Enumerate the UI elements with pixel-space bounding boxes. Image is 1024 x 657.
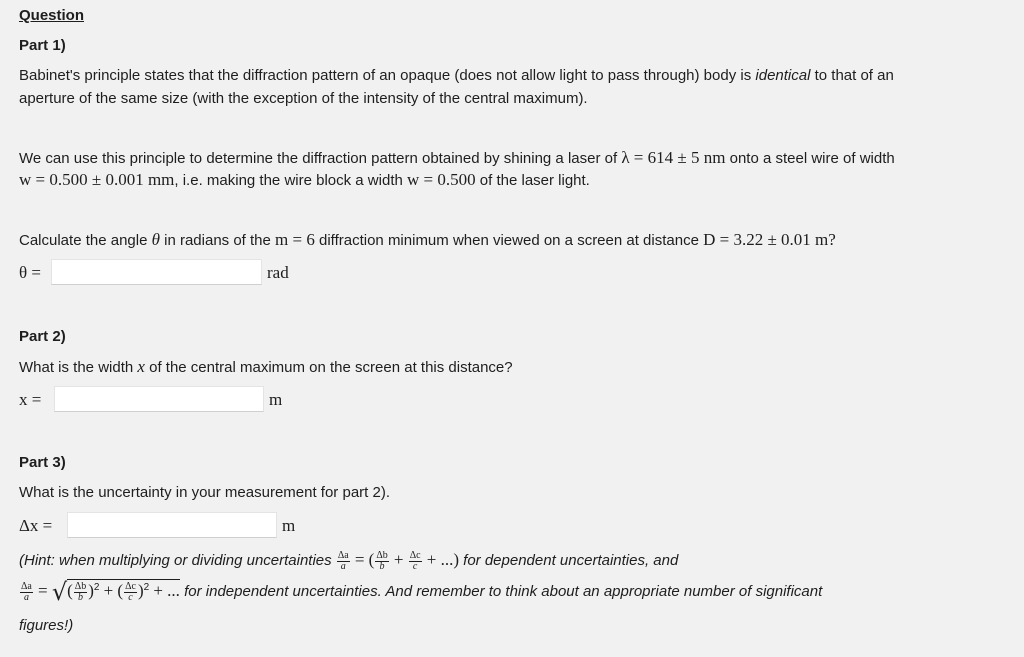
use-text-c: , i.e. making the wire block a width (174, 172, 407, 189)
part1-use-line2 (19, 170, 590, 190)
hint-line3: figures!) (19, 617, 74, 634)
theta-symbol: θ (151, 230, 160, 249)
question-heading: Question (19, 7, 85, 24)
hint-text-c: for independent uncertainties. And remember to think about an appropriate number of significant (184, 582, 823, 600)
part1-intro-line1 (19, 67, 894, 84)
part3-heading: Part 3) (19, 454, 66, 471)
x-answer-input[interactable] (54, 386, 264, 412)
intro-text-b: to that of an (810, 67, 894, 84)
w-value: w = 0.500 (407, 170, 476, 189)
independent-formula: $\frac{\Delta a}{a}$ = √( $\frac{\Delta b}{b}$ )$^2$ + ( $\frac{\Delta c}{c}$ )$^2$ + ... (21, 578, 180, 606)
use-text-a: We can use this principle to determine the diffraction pattern obtained by shining a laser of (19, 150, 622, 167)
x-answer-unit: m (269, 390, 283, 409)
part1-use-line1 (19, 148, 895, 168)
D-equation: D = 3.22 ± 0.01 m? (703, 230, 836, 249)
part2-question (19, 357, 513, 377)
w-equation: w = 0.500 ± 0.001 mm (19, 170, 175, 189)
theta-answer-input[interactable] (51, 259, 262, 285)
calc-text-a: Calculate the angle (19, 232, 152, 249)
theta-answer-label: θ = (19, 263, 41, 282)
intro-emphasis: identical (755, 67, 811, 84)
theta-answer-unit: rad (267, 263, 289, 282)
dx-answer-unit: m (282, 516, 296, 535)
dx-answer-input[interactable] (67, 512, 277, 538)
calc-text-b: in radians of the (159, 232, 276, 249)
frac-da-a-2: $\frac{\Delta a}{a}$ (21, 580, 32, 603)
part1-calc-line (19, 230, 836, 250)
use-text-d: of the laser light. (475, 172, 590, 189)
part2-q-text-b: of the central maximum on the screen at this distance? (144, 359, 513, 376)
frac-db-b: $\frac{\Delta b}{b}$ (376, 549, 388, 572)
part3-question: What is the uncertainty in your measurement for part 2). (19, 484, 390, 501)
calc-text-c: diffraction minimum when viewed on a screen at distance (314, 232, 704, 249)
frac-da-a: $\frac{\Delta a}{a}$ (337, 549, 349, 572)
use-text-b: onto a steel wire of width (725, 150, 895, 167)
frac-dc-c: $\frac{\Delta c}{c}$ (409, 549, 421, 572)
sqrt-symbol: √ (51, 578, 68, 606)
intro-text-a: Babinet's principle states that the diffraction pattern of an opaque (does not allow light to pass through) body is (19, 67, 756, 84)
x-symbol: x (137, 357, 145, 376)
dependent-formula: $\frac{\Delta a}{a}$ = ( $\frac{\Delta b}{b}$ + $\frac{\Delta c}{c}$ + ...) (337, 549, 459, 572)
part1-heading: Part 1) (19, 37, 66, 54)
part2-heading: Part 2) (19, 328, 66, 345)
dx-answer-label: Δx = (19, 516, 53, 535)
hint-line2 (19, 578, 822, 606)
m-equation: m = 6 (275, 230, 315, 249)
part2-q-text-a: What is the width (19, 359, 138, 376)
sqrt-content: ( $\frac{\Delta b}{b}$ )$^2$ + ( $\frac{\Delta c}{c}$ )$^2$ + ... (67, 580, 180, 603)
hint-text-b: for dependent uncertainties, and (463, 552, 679, 569)
part1-intro-line2: aperture of the same size (with the exception of the intensity of the central maximum). (19, 90, 588, 107)
hint-text-a: (Hint: when multiplying or dividing uncertainties (19, 552, 336, 569)
lambda-equation: λ = 614 ± 5 nm (621, 148, 726, 167)
x-answer-label: x = (19, 390, 42, 409)
hint-line1 (19, 550, 678, 572)
